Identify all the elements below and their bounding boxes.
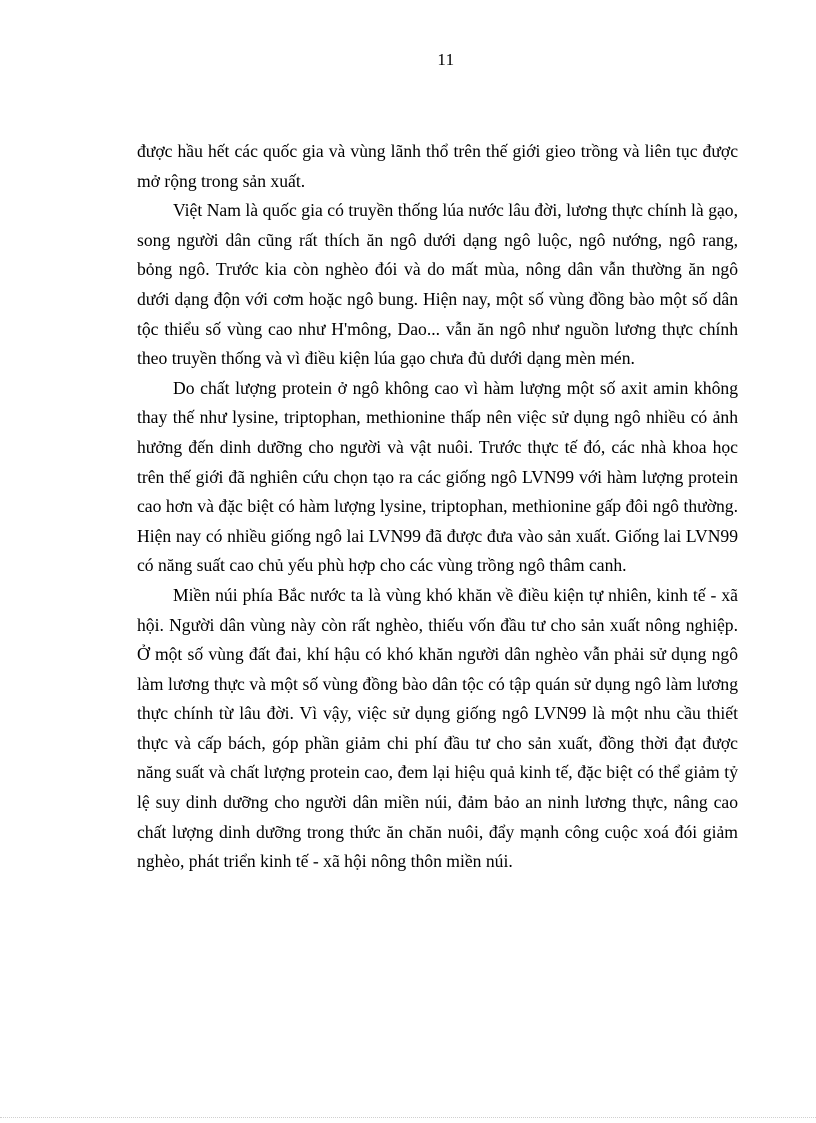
paragraph-northern-mountains: Miền núi phía Bắc nước ta là vùng khó khăn về điều kiện tự nhiên, kinh tế - xã hội. Người dân vùng này còn rất nghèo, thiếu vốn đầu tư cho sản xuất nông nghiệp. Ở một số vùng đất đai, khí hậu có khó khăn người dân nghèo vẫn phải sử dụng ngô làm lương thực và một số vùng đồng bào dân tộc có tập quán sử dụng ngô làm lương thực chính từ lâu đời. Vì vậy, việc sử dụng giống ngô LVN99 là một nhu cầu thiết thực và cấp bách, góp phần giảm chi phí đầu tư cho sản xuất, đồng thời đạt được năng suất và chất lượng protein cao, đem lại hiệu quả kinh tế, đặc biệt có thể giảm tỷ lệ suy dinh dưỡng cho người dân miền núi, đảm bảo an ninh lương thực, nâng cao chất lượng dinh dưỡng trong thức ăn chăn nuôi, đẩy mạnh công cuộc xoá đói giảm nghèo, phát triển kinh tế - xã hội nông thôn miền núi. (137, 584, 738, 872)
footer-divider (0, 1117, 816, 1118)
paragraph-continuation: được hầu hết các quốc gia và vùng lãnh thổ trên thế giới gieo trồng và liên tục được mở rộng trong sản xuất. (137, 141, 738, 191)
page-number: 11 (437, 50, 455, 69)
body-text (137, 137, 738, 877)
paragraph-protein-quality: Do chất lượng protein ở ngô không cao vì hàm lượng một số axit amin không thay thế như lysine, triptophan, methionine thấp nên việc sử dụng ngô nhiều có ảnh hưởng đến dinh dưỡng cho người và vật nuôi. Trước thực tế đó, các nhà khoa học trên thế giới đã nghiên cứu chọn tạo ra các giống ngô LVN99 với hàm lượng protein cao hơn và đặc biệt có hàm lượng lysine, triptophan, methionine gấp đôi ngô thường. Hiện nay có nhiều giống ngô lai LVN99 đã được đưa vào sản xuất. Giống lai LVN99 có năng suất cao chủ yếu phù hợp cho các vùng trồng ngô thâm canh. (137, 377, 738, 576)
paragraph-vietnam-rice-tradition: Việt Nam là quốc gia có truyền thống lúa nước lâu đời, lương thực chính là gạo, song người dân cũng rất thích ăn ngô dưới dạng ngô luộc, ngô nướng, ngô rang, bỏng ngô. Trước kia còn nghèo đói và do mất mùa, nông dân vẫn thường ăn ngô dưới dạng độn với cơm hoặc ngô bung. Hiện nay, một số vùng đồng bào một số dân tộc thiểu số vùng cao như H'mông, Dao... vẫn ăn ngô như nguồn lương thực chính theo truyền thống và vì điều kiện lúa gạo chưa đủ dưới dạng mèn mén. (137, 200, 738, 369)
